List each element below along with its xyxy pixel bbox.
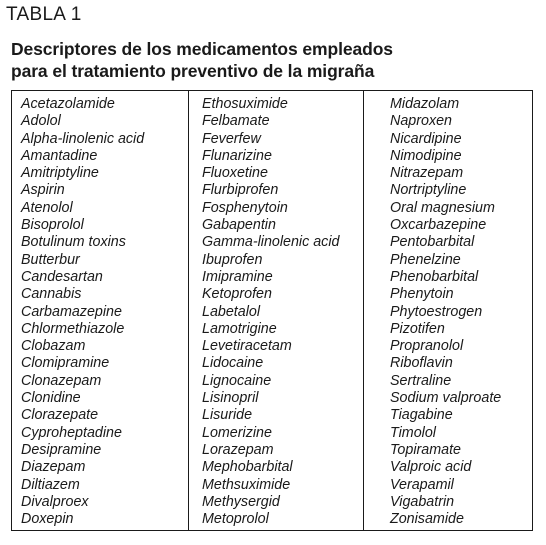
drug-name: Fosphenytoin	[202, 199, 288, 216]
drug-name: Tiagabine	[390, 407, 453, 424]
column-divider	[363, 91, 364, 530]
drug-name: Timolol	[390, 424, 436, 441]
drug-name: Butterbur	[21, 251, 80, 268]
table-title	[11, 38, 393, 82]
drug-name: Gabapentin	[202, 217, 276, 234]
drug-name: Labetalol	[202, 303, 261, 320]
drug-name: Pentobarbital	[390, 234, 475, 251]
drug-name: Amitriptyline	[21, 165, 99, 182]
drug-name: Oral magnesium	[390, 199, 495, 216]
drug-name: Diltiazem	[21, 476, 80, 493]
drug-name: Candesartan	[21, 268, 103, 285]
drug-name: Felbamate	[202, 113, 270, 130]
drug-name: Lomerizine	[202, 424, 272, 441]
table-title-line-2: para el tratamiento preventivo de la migraña	[11, 61, 375, 81]
drug-name: Valproic acid	[390, 459, 472, 476]
drug-name: Mephobarbital	[202, 459, 293, 476]
drug-name: Nicardipine	[390, 130, 462, 147]
drug-column-1	[21, 96, 144, 528]
drug-name: Bisoprolol	[21, 217, 84, 234]
drug-name: Propranolol	[390, 338, 464, 355]
drug-column-3	[390, 96, 501, 528]
drug-column-2	[202, 96, 339, 528]
drug-name: Adolol	[21, 113, 61, 130]
drug-name: Gamma-linolenic acid	[202, 234, 340, 251]
drug-name: Levetiracetam	[202, 338, 292, 355]
drug-name: Verapamil	[390, 476, 454, 493]
drug-name: Methsuximide	[202, 476, 291, 493]
drug-table	[11, 90, 533, 531]
drug-name: Phenelzine	[390, 251, 461, 268]
drug-name: Lisinopril	[202, 390, 259, 407]
drug-name: Methysergid	[202, 493, 280, 510]
drug-name: Clobazam	[21, 338, 86, 355]
drug-name: Phytoestrogen	[390, 303, 483, 320]
drug-name: Zonisamide	[390, 511, 464, 528]
drug-name: Ibuprofen	[202, 251, 263, 268]
drug-name: Botulinum toxins	[21, 234, 126, 251]
drug-name: Topiramate	[390, 441, 461, 458]
drug-name: Carbamazepine	[21, 303, 122, 320]
drug-name: Clomipramine	[21, 355, 110, 372]
drug-name: Imipramine	[202, 268, 273, 285]
drug-name: Alpha-linolenic acid	[21, 130, 145, 147]
drug-name: Nitrazepam	[390, 165, 464, 182]
drug-name: Nortriptyline	[390, 182, 467, 199]
drug-name: Divalproex	[21, 493, 89, 510]
drug-name: Phenytoin	[390, 286, 454, 303]
drug-name: Clorazepate	[21, 407, 99, 424]
drug-name: Clonazepam	[21, 372, 102, 389]
drug-name: Midazolam	[390, 96, 460, 112]
drug-name: Riboflavin	[390, 355, 453, 372]
drug-name: Doxepin	[21, 511, 74, 528]
drug-name: Lorazepam	[202, 441, 274, 458]
drug-name: Flunarizine	[202, 147, 272, 164]
drug-name: Atenolol	[21, 199, 73, 216]
drug-name: Diazepam	[21, 459, 86, 476]
drug-name: Sertraline	[390, 372, 452, 389]
drug-name: Acetazolamide	[21, 96, 115, 112]
drug-name: Ketoprofen	[202, 286, 272, 303]
drug-name: Amantadine	[21, 147, 98, 164]
drug-name: Lamotrigine	[202, 320, 277, 337]
drug-name: Nimodipine	[390, 147, 462, 164]
drug-name: Cyproheptadine	[21, 424, 122, 441]
drug-name: Naproxen	[390, 113, 452, 130]
table-label: TABLA 1	[6, 4, 82, 25]
drug-name: Sodium valproate	[390, 390, 502, 407]
column-divider	[188, 91, 189, 530]
drug-name: Oxcarbazepine	[390, 217, 487, 234]
drug-name: Phenobarbital	[390, 268, 479, 285]
drug-name: Lignocaine	[202, 372, 272, 389]
drug-name: Clonidine	[21, 390, 81, 407]
drug-name: Ethosuximide	[202, 96, 288, 112]
drug-name: Vigabatrin	[390, 493, 455, 510]
drug-name: Chlormethiazole	[21, 320, 125, 337]
drug-name: Lidocaine	[202, 355, 264, 372]
drug-name: Lisuride	[202, 407, 253, 424]
drug-name: Pizotifen	[390, 320, 445, 337]
drug-name: Aspirin	[21, 182, 65, 199]
drug-name: Fluoxetine	[202, 165, 268, 182]
drug-name: Cannabis	[21, 286, 82, 303]
drug-name: Feverfew	[202, 130, 261, 147]
table-title-line-1: Descriptores de los medicamentos empleados	[11, 39, 393, 59]
drug-name: Flurbiprofen	[202, 182, 279, 199]
drug-name: Metoprolol	[202, 511, 269, 528]
drug-name: Desipramine	[21, 441, 102, 458]
